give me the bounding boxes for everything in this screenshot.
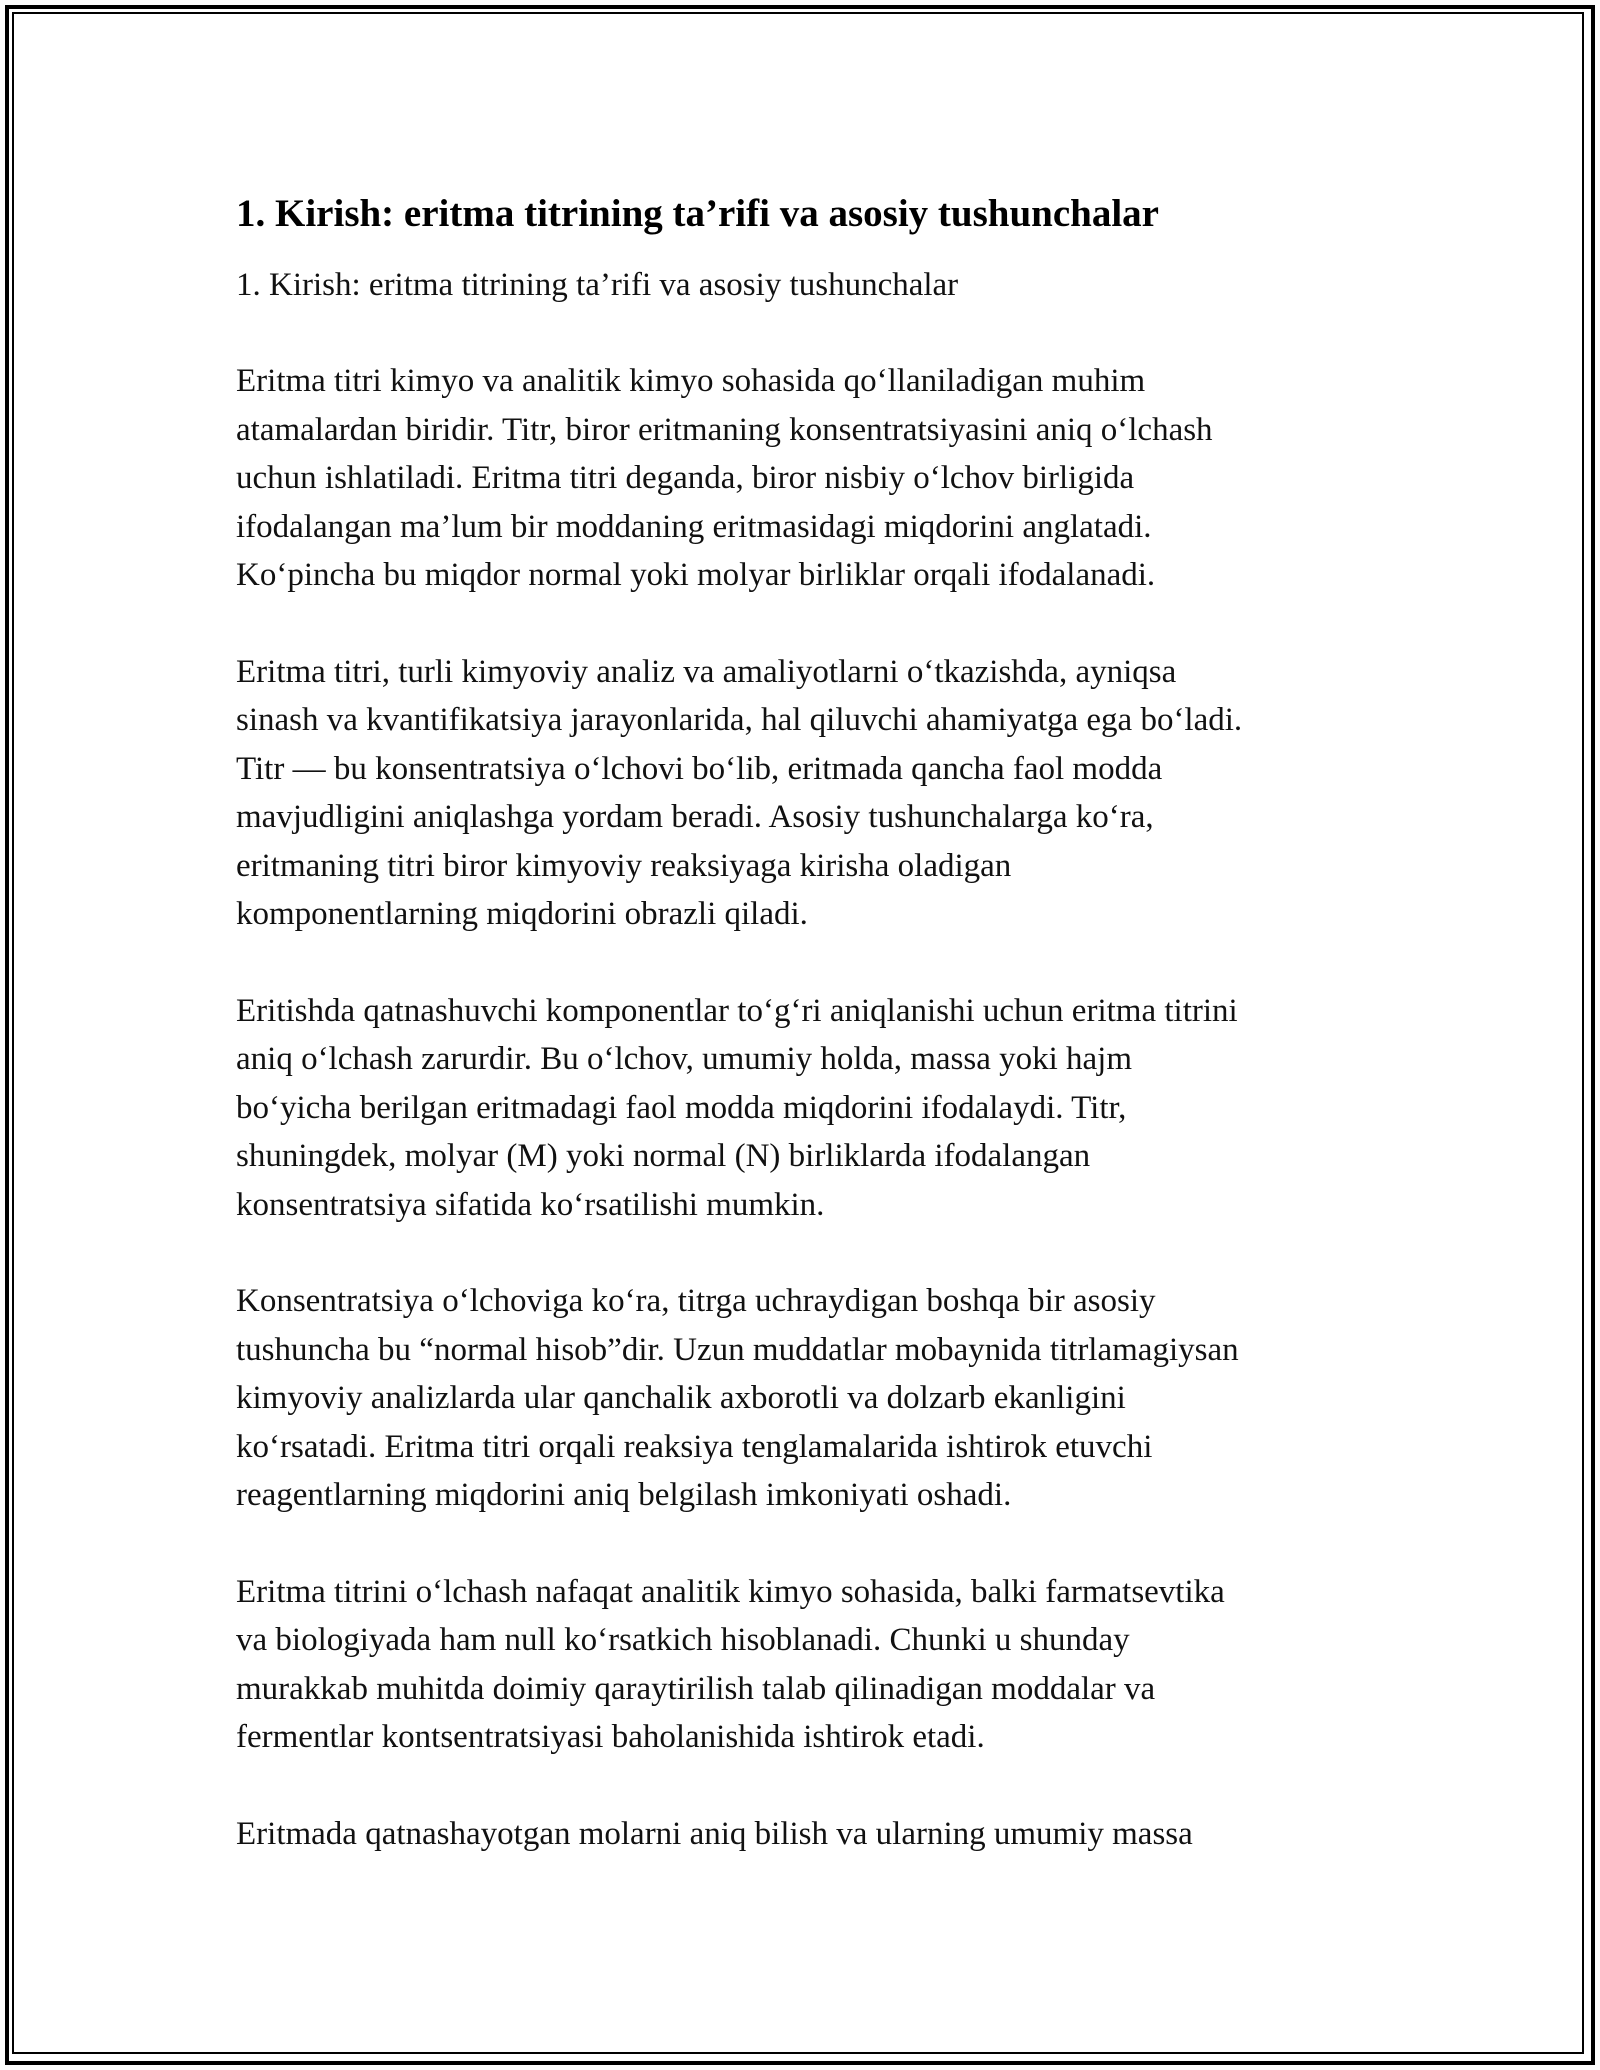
text-line: aniq o‘lchash zarurdir. Bu o‘lchov, umumiy holda, massa yoki hajm	[236, 1041, 1133, 1077]
text-line: komponentlarning miqdorini obrazli qiladi.	[236, 896, 808, 932]
document-body	[236, 185, 1366, 1858]
text-line: tushuncha bu “normal hisob”dir. Uzun muddatlar mobaynida titrlamagiysan	[236, 1331, 1239, 1368]
text-line: reagentlarning miqdorini aniq belgilash imkoniyati oshadi.	[236, 1477, 1012, 1513]
text-line: eritmaning titri biror kimyoviy reaksiyaga kirisha oladigan	[236, 847, 1012, 884]
text-line: Eritmada qatnashayotgan molarni aniq bilish va ularning umumiy massa	[236, 1815, 1193, 1852]
text-line: fermentlar kontsentratsiyasi baholanishida ishtirok etadi.	[236, 1719, 985, 1755]
text-line: konsentratsiya sifatida ko‘rsatilishi mumkin.	[236, 1186, 825, 1223]
text-line: atamalardan biridir. Titr, biror eritmaning konsentratsiyasini aniq o‘lchash	[236, 411, 1213, 448]
paragraph-definition	[236, 357, 1366, 600]
text-line: Eritma titrini o‘lchash nafaqat analitik kimyo sohasida, balki farmatsevtika	[236, 1573, 1225, 1610]
text-line: Eritma titri, turli kimyoviy analiz va amaliyotlarni o‘tkazishda, ayniqsa	[236, 653, 1177, 690]
text-line: shuningdek, molyar (M) yoki normal (N) birliklarda ifodalangan	[236, 1138, 1091, 1174]
section-heading: 1. Kirish: eritma titrining ta’rifi va asosiy tushunchalar	[236, 192, 1159, 235]
text-line: uchun ishlatiladi. Eritma titri deganda, biror nisbiy o‘lchov birligida	[236, 460, 1135, 496]
text-line: va biologiyada ham null ko‘rsatkich hisoblanadi. Chunki u shunday	[236, 1622, 1130, 1658]
text-line: sinash va kvantifikatsiya jarayonlarida, hal qiluvchi ahamiyatga ega bo‘ladi.	[236, 702, 1243, 738]
text-line: Titr — bu konsentratsiya o‘lchovi bo‘lib, eritmada qancha faol modda	[236, 750, 1163, 787]
text-line: Konsentratsiya o‘lchoviga ko‘ra, titrga uchraydigan boshqa bir asosiy	[236, 1283, 1156, 1319]
text-line: ko‘rsatadi. Eritma titri orqali reaksiya tenglamalarida ishtirok etuvchi	[236, 1428, 1153, 1465]
text-line: ifodalangan ma’lum bir moddaning eritmasidagi miqdorini anglatadi.	[236, 508, 1152, 545]
text-line: murakkab muhitda doimiy qaraytirilish talab qilinadigan moddalar va	[236, 1670, 1156, 1707]
text-line: Ko‘pincha bu miqdor normal yoki molyar birliklar orqali ifodalanadi.	[236, 557, 1156, 593]
text-line: mavjudligini aniqlashga yordam beradi. Asosiy tushunchalarga ko‘ra,	[236, 799, 1154, 835]
section-subheading: 1. Kirish: eritma titrining ta’rifi va asosiy tushunchalar	[236, 267, 959, 303]
paragraph-measurement	[236, 987, 1366, 1230]
paragraph-applications	[236, 1568, 1366, 1762]
text-line: kimyoviy analizlarda ular qanchalik axborotli va dolzarb ekanligini	[236, 1380, 1126, 1416]
paragraph-molar	[236, 1810, 1366, 1859]
text-line: bo‘yicha berilgan eritmadagi faol modda miqdorini ifodalaydi. Titr,	[236, 1089, 1127, 1126]
text-line: Eritishda qatnashuvchi komponentlar to‘g‘ri aniqlanishi uchun eritma titrini	[236, 992, 1238, 1029]
paragraph-normal-count	[236, 1277, 1366, 1520]
paragraph-importance	[236, 648, 1366, 939]
text-line: Eritma titri kimyo va analitik kimyo sohasida qo‘llaniladigan muhim	[236, 363, 1146, 399]
